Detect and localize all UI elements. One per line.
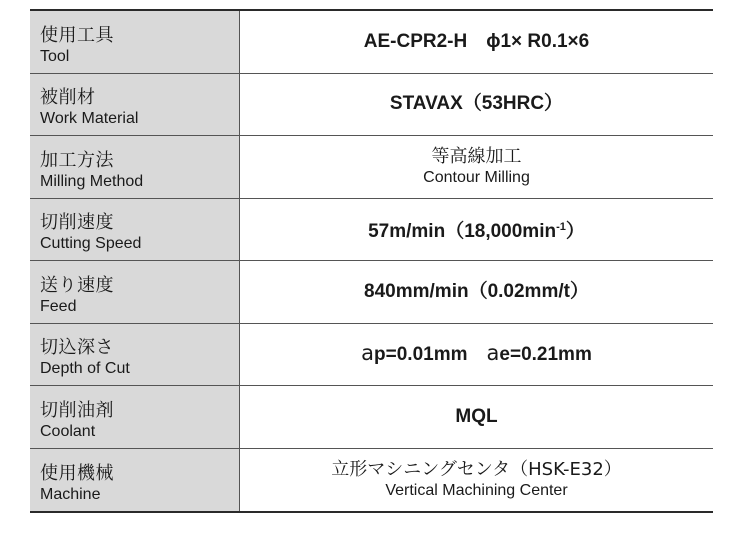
- label-en: Coolant: [40, 422, 96, 440]
- milling-method-value-ja: 等高線加工: [431, 145, 522, 167]
- label-ja: 使用機械: [40, 462, 114, 484]
- ap-symbol: a: [361, 341, 375, 366]
- coolant-value: MQL: [455, 405, 498, 427]
- label-en: Depth of Cut: [40, 360, 130, 378]
- label-ja: 切込深さ: [40, 337, 114, 359]
- label-ja: 送り速度: [40, 274, 114, 296]
- value-cell: [240, 324, 713, 386]
- label-cell: [30, 136, 240, 198]
- label-cell: [30, 199, 240, 261]
- machine-value-ja: 立形マシニングセンタ（HSK-E32）: [331, 458, 622, 480]
- milling-method-value-en: Contour Milling: [423, 168, 530, 186]
- depth-of-cut-value: [361, 341, 592, 367]
- ae-value: e=0.21mm: [499, 344, 592, 366]
- cutting-speed-close: ）: [565, 220, 585, 242]
- cutting-speed-exponent: -1: [556, 220, 566, 233]
- label-ja: 使用工具: [40, 24, 114, 46]
- row-feed: [30, 261, 713, 324]
- value-cell: [240, 74, 713, 136]
- label-ja: 切削速度: [40, 212, 114, 234]
- ap-value: p=0.01mm: [374, 344, 468, 366]
- row-milling-method: [30, 136, 713, 199]
- cutting-conditions-table: [30, 9, 713, 513]
- label-en: Milling Method: [40, 172, 144, 190]
- label-en: Machine: [40, 485, 101, 503]
- label-ja: 被削材: [40, 87, 96, 109]
- label-en: Feed: [40, 297, 77, 315]
- row-tool: [30, 11, 713, 74]
- label-en: Work Material: [40, 110, 139, 128]
- feed-value: 840mm/min（0.02mm/t）: [364, 280, 589, 302]
- row-coolant: [30, 386, 713, 449]
- value-cell: [240, 11, 713, 73]
- value-cell: [240, 136, 713, 198]
- row-depth-of-cut: [30, 324, 713, 387]
- work-material-value: STAVAX（53HRC）: [389, 93, 564, 115]
- machine-value-en: Vertical Machining Center: [385, 481, 568, 499]
- tool-value: AE-CPR2-H ϕ1× R0.1×6: [363, 30, 590, 52]
- row-cutting-speed: [30, 199, 713, 262]
- label-cell: [30, 386, 240, 448]
- value-cell: [240, 261, 713, 323]
- label-cell: [30, 261, 240, 323]
- value-cell: [240, 449, 713, 512]
- cutting-speed-value: [368, 215, 585, 244]
- value-cell: [240, 386, 713, 448]
- value-cell: [240, 199, 713, 261]
- label-ja: 加工方法: [40, 149, 114, 171]
- label-cell: [30, 11, 240, 73]
- row-machine: [30, 449, 713, 512]
- label-en: Tool: [40, 47, 70, 65]
- label-cell: [30, 449, 240, 512]
- ae-symbol: a: [486, 341, 500, 366]
- label-cell: [30, 74, 240, 136]
- label-ja: 切削油剤: [40, 399, 114, 421]
- row-work-material: [30, 74, 713, 137]
- label-en: Cutting Speed: [40, 235, 142, 253]
- cutting-speed-main: 57m/min（18,000min: [368, 220, 557, 242]
- label-cell: [30, 324, 240, 386]
